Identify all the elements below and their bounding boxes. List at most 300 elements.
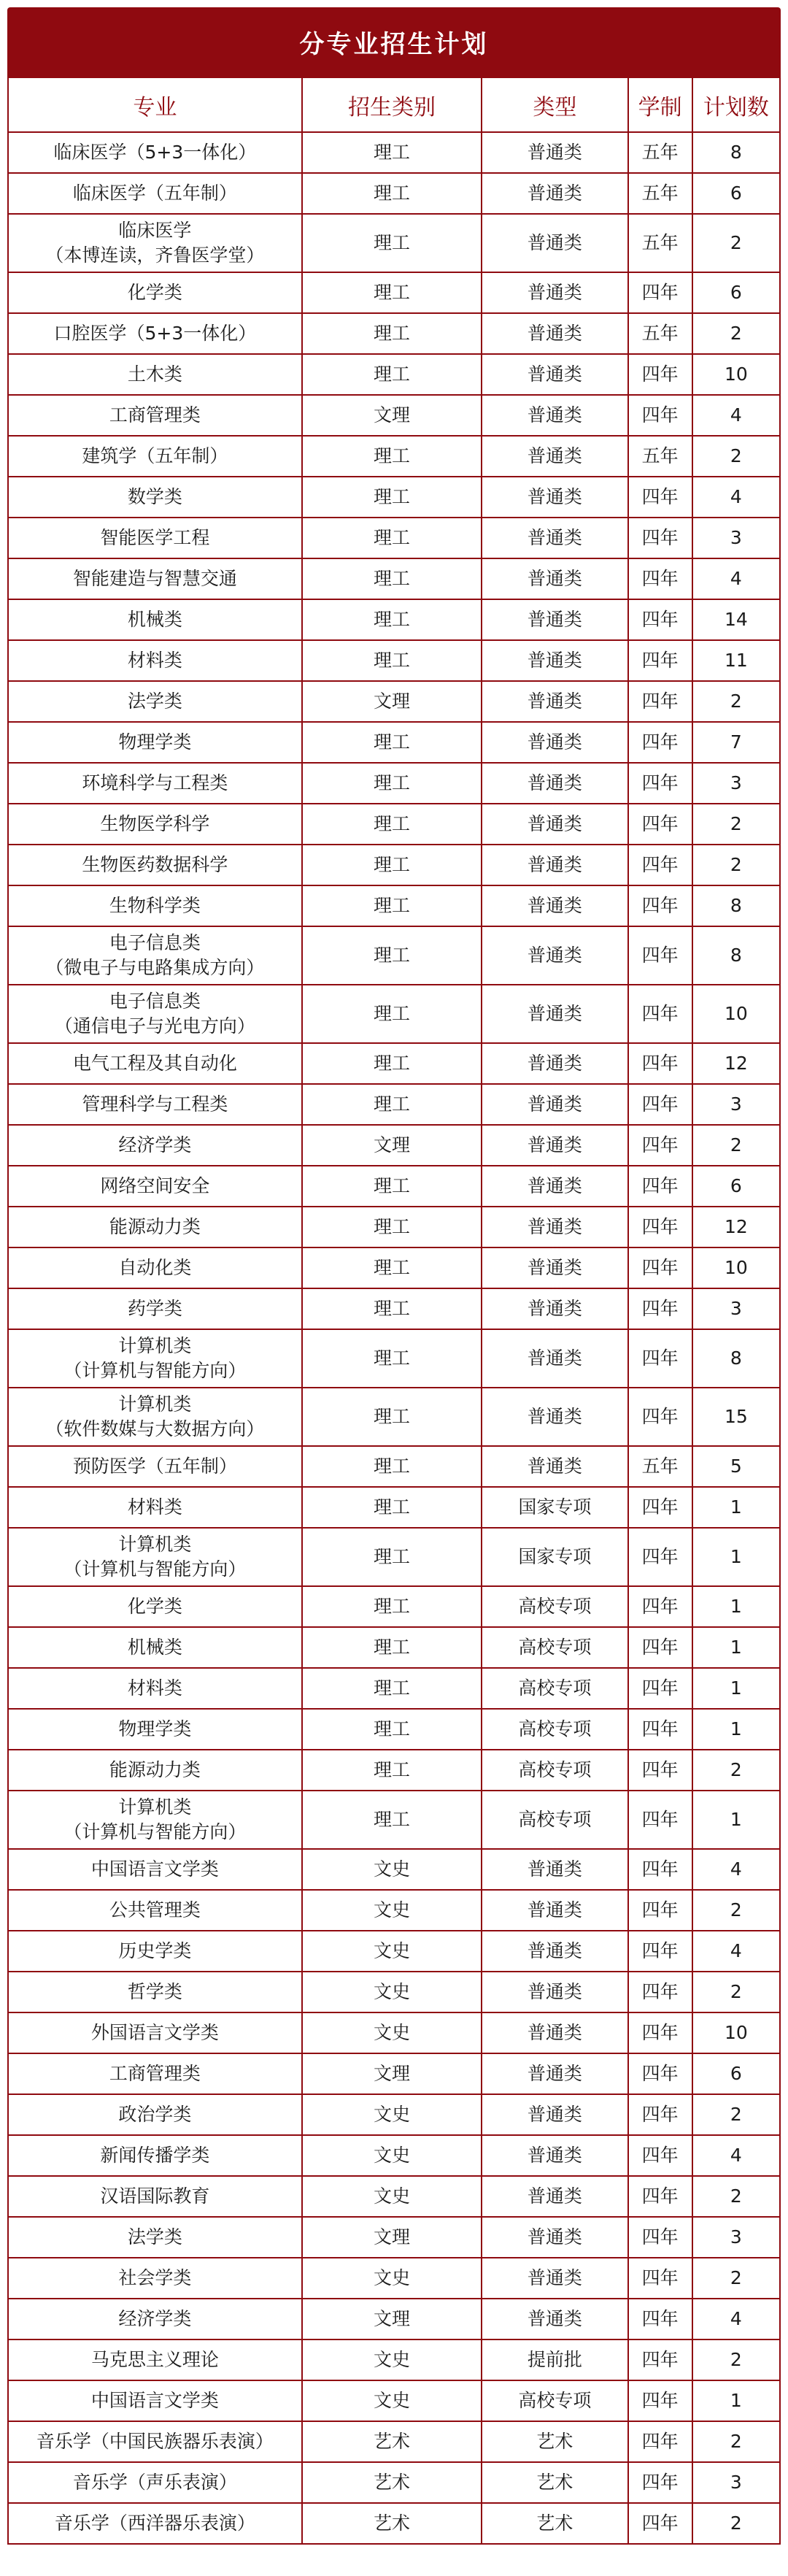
cell-duration: 四年 (628, 1791, 692, 1849)
cell-category: 理工 (302, 132, 482, 173)
cell-duration: 四年 (628, 845, 692, 885)
major-name-line: 预防医学（五年制） (72, 1456, 237, 1477)
major-name-line: 哲学类 (127, 1981, 182, 2002)
cell-major (8, 1586, 302, 1627)
cell-quota: 7 (692, 722, 780, 763)
cell-type: 高校专项 (482, 1750, 627, 1791)
cell-duration: 四年 (628, 1207, 692, 1247)
table-row (8, 518, 780, 558)
cell-major (8, 681, 302, 722)
major-name-line: 中国语言文学类 (90, 2390, 219, 2411)
cell-type: 普通类 (482, 985, 627, 1043)
cell-type: 普通类 (482, 1931, 627, 1972)
cell-category: 理工 (302, 214, 482, 272)
cell-major (8, 804, 302, 845)
cell-quota: 1 (692, 2380, 780, 2421)
cell-quota: 11 (692, 640, 780, 681)
cell-category: 理工 (302, 1329, 482, 1388)
cell-type: 普通类 (482, 763, 627, 804)
cell-quota: 4 (692, 477, 780, 518)
cell-duration: 四年 (628, 1849, 692, 1890)
cell-duration: 四年 (628, 599, 692, 640)
cell-duration: 四年 (628, 1750, 692, 1791)
cell-category: 理工 (302, 985, 482, 1043)
cell-category: 文理 (302, 681, 482, 722)
cell-major (8, 1207, 302, 1247)
major-name-line: 经济学类 (118, 2308, 192, 2329)
major-name-line: （计算机与智能方向） (63, 1558, 247, 1580)
cell-category: 文史 (302, 2135, 482, 2176)
cell-type: 国家专项 (482, 1487, 627, 1528)
cell-category: 文史 (302, 2380, 482, 2421)
cell-major (8, 1446, 302, 1487)
table-row (8, 272, 780, 313)
cell-duration: 四年 (628, 1288, 692, 1329)
major-name-line: 外国语言文学类 (90, 2022, 219, 2043)
major-name-line: 电子信息类 (109, 932, 201, 953)
cell-type: 普通类 (482, 2299, 627, 2339)
major-name-line: 自动化类 (118, 1257, 192, 1278)
table-row (8, 2299, 780, 2339)
table-row (8, 681, 780, 722)
major-name-line: 智能建造与智慧交通 (72, 568, 237, 589)
header-duration: 学制 (628, 77, 692, 132)
cell-duration: 五年 (628, 132, 692, 173)
cell-major (8, 1166, 302, 1207)
cell-type: 普通类 (482, 1329, 627, 1388)
table-row (8, 2421, 780, 2462)
cell-major (8, 436, 302, 477)
cell-duration: 四年 (628, 2421, 692, 2462)
table-row (8, 845, 780, 885)
cell-quota: 1 (692, 1586, 780, 1627)
cell-category: 理工 (302, 1709, 482, 1750)
cell-major (8, 2299, 302, 2339)
cell-category: 理工 (302, 1084, 482, 1125)
cell-duration: 四年 (628, 1586, 692, 1627)
cell-duration: 四年 (628, 395, 692, 436)
cell-type: 普通类 (482, 1849, 627, 1890)
cell-quota: 1 (692, 1709, 780, 1750)
cell-duration: 四年 (628, 985, 692, 1043)
cell-major (8, 2135, 302, 2176)
major-name-line: 工商管理类 (109, 404, 201, 426)
table-row (8, 763, 780, 804)
cell-duration: 四年 (628, 2339, 692, 2380)
table-row (8, 173, 780, 214)
cell-category: 理工 (302, 1627, 482, 1668)
cell-duration: 四年 (628, 2094, 692, 2135)
cell-major (8, 599, 302, 640)
cell-quota: 5 (692, 1446, 780, 1487)
cell-quota: 15 (692, 1388, 780, 1446)
major-name-line: 土木类 (127, 364, 182, 385)
cell-category: 理工 (302, 599, 482, 640)
cell-quota: 6 (692, 272, 780, 313)
cell-type: 普通类 (482, 885, 627, 926)
cell-duration: 四年 (628, 2135, 692, 2176)
table-row (8, 1207, 780, 1247)
major-name-line: （通信电子与光电方向） (54, 1015, 255, 1037)
cell-type: 普通类 (482, 1388, 627, 1446)
table-row (8, 1586, 780, 1627)
major-name-line: 音乐学（中国民族器乐表演） (36, 2431, 274, 2452)
cell-major (8, 395, 302, 436)
table-row (8, 1329, 780, 1388)
major-name-line: 马克思主义理论 (90, 2349, 219, 2370)
cell-duration: 五年 (628, 1446, 692, 1487)
cell-category: 理工 (302, 1586, 482, 1627)
cell-type: 国家专项 (482, 1528, 627, 1586)
cell-major (8, 1890, 302, 1931)
cell-category: 文理 (302, 2299, 482, 2339)
cell-major (8, 640, 302, 681)
table-header-row (8, 77, 780, 132)
cell-quota: 2 (692, 2094, 780, 2135)
cell-type: 普通类 (482, 477, 627, 518)
table-row (8, 132, 780, 173)
cell-type: 普通类 (482, 2217, 627, 2258)
cell-major (8, 132, 302, 173)
cell-type: 普通类 (482, 395, 627, 436)
cell-major (8, 477, 302, 518)
cell-duration: 四年 (628, 1972, 692, 2012)
cell-category: 文史 (302, 1972, 482, 2012)
cell-quota: 4 (692, 395, 780, 436)
cell-major (8, 1388, 302, 1446)
major-name-line: 音乐学（声乐表演） (72, 2472, 237, 2493)
cell-category: 理工 (302, 354, 482, 395)
cell-quota: 1 (692, 1627, 780, 1668)
cell-category: 理工 (302, 1446, 482, 1487)
cell-quota: 1 (692, 1668, 780, 1709)
cell-duration: 四年 (628, 885, 692, 926)
cell-category: 文史 (302, 1849, 482, 1890)
cell-category: 理工 (302, 1528, 482, 1586)
table-row (8, 1388, 780, 1446)
cell-duration: 四年 (628, 2380, 692, 2421)
cell-quota: 2 (692, 2503, 780, 2544)
cell-quota: 2 (692, 2421, 780, 2462)
major-name-line: 临床医学 (118, 220, 192, 241)
cell-quota: 2 (692, 214, 780, 272)
cell-quota: 2 (692, 436, 780, 477)
cell-type: 普通类 (482, 2012, 627, 2053)
table-row (8, 1668, 780, 1709)
cell-duration: 四年 (628, 722, 692, 763)
cell-duration: 五年 (628, 214, 692, 272)
major-name-line: 法学类 (127, 2226, 182, 2248)
cell-category: 文史 (302, 2012, 482, 2053)
cell-major (8, 985, 302, 1043)
cell-type: 普通类 (482, 518, 627, 558)
major-name-line: 能源动力类 (109, 1759, 201, 1780)
major-name-line: 电气工程及其自动化 (72, 1053, 237, 1074)
major-name-line: 材料类 (127, 1496, 182, 1518)
cell-duration: 四年 (628, 1247, 692, 1288)
cell-major (8, 926, 302, 985)
major-name-line: 物理学类 (118, 1718, 192, 1739)
cell-category: 理工 (302, 1166, 482, 1207)
cell-category: 理工 (302, 518, 482, 558)
cell-type: 艺术 (482, 2421, 627, 2462)
cell-major (8, 722, 302, 763)
cell-major (8, 1849, 302, 1890)
cell-type: 普通类 (482, 804, 627, 845)
cell-category: 文理 (302, 2217, 482, 2258)
cell-quota: 8 (692, 1329, 780, 1388)
cell-major (8, 354, 302, 395)
major-name-line: 法学类 (127, 691, 182, 712)
cell-quota: 12 (692, 1043, 780, 1084)
cell-type: 普通类 (482, 2135, 627, 2176)
cell-category: 理工 (302, 1668, 482, 1709)
major-name-line: 计算机类 (118, 1335, 192, 1356)
cell-duration: 四年 (628, 1709, 692, 1750)
table-row (8, 599, 780, 640)
cell-category: 艺术 (302, 2421, 482, 2462)
cell-category: 理工 (302, 1043, 482, 1084)
cell-type: 普通类 (482, 1247, 627, 1288)
cell-category: 文史 (302, 2176, 482, 2217)
cell-type: 高校专项 (482, 2380, 627, 2421)
cell-category: 理工 (302, 1750, 482, 1791)
major-name-line: 智能医学工程 (100, 527, 210, 548)
cell-major (8, 1487, 302, 1528)
cell-major (8, 214, 302, 272)
major-name-line: 政治学类 (118, 2104, 192, 2125)
cell-quota: 2 (692, 2258, 780, 2299)
table-row (8, 926, 780, 985)
cell-type: 普通类 (482, 132, 627, 173)
major-name-line: 环境科学与工程类 (82, 772, 228, 793)
cell-category: 文理 (302, 2053, 482, 2094)
header-type: 类型 (482, 77, 627, 132)
cell-duration: 四年 (628, 763, 692, 804)
cell-category: 理工 (302, 1388, 482, 1446)
table-row (8, 2176, 780, 2217)
cell-major (8, 2462, 302, 2503)
cell-duration: 四年 (628, 1388, 692, 1446)
cell-major (8, 1709, 302, 1750)
cell-quota: 6 (692, 2053, 780, 2094)
cell-quota: 4 (692, 2135, 780, 2176)
cell-type: 普通类 (482, 214, 627, 272)
cell-type: 普通类 (482, 313, 627, 354)
cell-major (8, 2421, 302, 2462)
cell-category: 文史 (302, 1931, 482, 1972)
cell-quota: 1 (692, 1528, 780, 1586)
cell-major (8, 2176, 302, 2217)
cell-quota: 2 (692, 804, 780, 845)
cell-major (8, 1972, 302, 2012)
cell-quota: 2 (692, 2176, 780, 2217)
major-name-line: 社会学类 (118, 2267, 192, 2288)
cell-quota: 2 (692, 1972, 780, 2012)
cell-duration: 四年 (628, 1329, 692, 1388)
cell-duration: 四年 (628, 354, 692, 395)
cell-major (8, 1288, 302, 1329)
cell-quota: 8 (692, 885, 780, 926)
cell-major (8, 2094, 302, 2135)
cell-duration: 四年 (628, 681, 692, 722)
major-name-line: 机械类 (127, 609, 182, 630)
cell-type: 普通类 (482, 1890, 627, 1931)
major-name-line: 机械类 (127, 1637, 182, 1658)
page-title: 分专业招生计划 (7, 7, 781, 77)
major-name-line: 公共管理类 (109, 1899, 201, 1921)
major-name-line: 经济学类 (118, 1134, 192, 1156)
cell-quota: 8 (692, 132, 780, 173)
cell-type: 高校专项 (482, 1668, 627, 1709)
header-quota: 计划数 (692, 77, 780, 132)
cell-type: 普通类 (482, 173, 627, 214)
cell-major (8, 1043, 302, 1084)
table-row (8, 1890, 780, 1931)
table-row (8, 640, 780, 681)
cell-quota: 2 (692, 681, 780, 722)
cell-quota: 2 (692, 1125, 780, 1166)
major-name-line: 工商管理类 (109, 2063, 201, 2084)
table-row (8, 1627, 780, 1668)
cell-category: 艺术 (302, 2462, 482, 2503)
cell-type: 普通类 (482, 1288, 627, 1329)
table-row (8, 1043, 780, 1084)
cell-quota: 4 (692, 1849, 780, 1890)
table-row (8, 1931, 780, 1972)
cell-category: 文史 (302, 1890, 482, 1931)
cell-category: 理工 (302, 477, 482, 518)
cell-duration: 四年 (628, 2299, 692, 2339)
cell-major (8, 1247, 302, 1288)
major-name-line: 临床医学（五年制） (72, 182, 237, 204)
cell-duration: 五年 (628, 436, 692, 477)
table-row (8, 1849, 780, 1890)
cell-quota: 4 (692, 1931, 780, 1972)
cell-major (8, 1931, 302, 1972)
cell-major (8, 518, 302, 558)
cell-quota: 2 (692, 1750, 780, 1791)
cell-category: 理工 (302, 804, 482, 845)
table-body (8, 132, 780, 2544)
cell-major (8, 313, 302, 354)
cell-type: 普通类 (482, 845, 627, 885)
plan-document (7, 7, 781, 2545)
cell-category: 理工 (302, 173, 482, 214)
cell-quota: 2 (692, 845, 780, 885)
major-name-line: （软件数媒与大数据方向） (45, 1418, 265, 1439)
cell-quota: 3 (692, 2217, 780, 2258)
cell-quota: 6 (692, 1166, 780, 1207)
major-name-line: 汉语国际教育 (100, 2185, 210, 2207)
cell-major (8, 885, 302, 926)
cell-quota: 8 (692, 926, 780, 985)
cell-major (8, 845, 302, 885)
major-name-line: 管理科学与工程类 (82, 1093, 228, 1115)
cell-duration: 四年 (628, 1627, 692, 1668)
cell-duration: 四年 (628, 1166, 692, 1207)
major-name-line: 物理学类 (118, 731, 192, 753)
major-name-line: 能源动力类 (109, 1216, 201, 1237)
cell-major (8, 2217, 302, 2258)
cell-duration: 四年 (628, 518, 692, 558)
cell-quota: 14 (692, 599, 780, 640)
cell-type: 普通类 (482, 1084, 627, 1125)
cell-type: 高校专项 (482, 1627, 627, 1668)
cell-quota: 10 (692, 1247, 780, 1288)
major-name-line: 化学类 (127, 282, 182, 303)
cell-duration: 四年 (628, 926, 692, 985)
cell-duration: 四年 (628, 1668, 692, 1709)
major-name-line: 计算机类 (118, 1796, 192, 1818)
cell-major (8, 173, 302, 214)
cell-type: 普通类 (482, 1043, 627, 1084)
table-row (8, 2462, 780, 2503)
major-name-line: 音乐学（西洋器乐表演） (54, 2512, 255, 2534)
table-row (8, 1487, 780, 1528)
cell-quota: 12 (692, 1207, 780, 1247)
cell-quota: 1 (692, 1791, 780, 1849)
cell-type: 普通类 (482, 2094, 627, 2135)
table-row (8, 1972, 780, 2012)
cell-category: 理工 (302, 272, 482, 313)
cell-major (8, 1329, 302, 1388)
table-row (8, 2012, 780, 2053)
cell-quota: 10 (692, 354, 780, 395)
cell-quota: 1 (692, 1487, 780, 1528)
cell-quota: 2 (692, 1890, 780, 1931)
cell-category: 理工 (302, 763, 482, 804)
cell-major (8, 2053, 302, 2094)
cell-type: 高校专项 (482, 1709, 627, 1750)
cell-type: 普通类 (482, 1125, 627, 1166)
table-row (8, 313, 780, 354)
cell-type: 普通类 (482, 2053, 627, 2094)
major-name-line: 历史学类 (118, 1940, 192, 1961)
cell-duration: 四年 (628, 2258, 692, 2299)
cell-quota: 4 (692, 558, 780, 599)
cell-duration: 四年 (628, 2503, 692, 2544)
cell-duration: 四年 (628, 1931, 692, 1972)
major-name-line: 建筑学（五年制） (82, 445, 228, 466)
cell-type: 普通类 (482, 1446, 627, 1487)
cell-quota: 2 (692, 313, 780, 354)
cell-category: 理工 (302, 885, 482, 926)
cell-quota: 4 (692, 2299, 780, 2339)
table-row (8, 1084, 780, 1125)
cell-duration: 四年 (628, 640, 692, 681)
cell-category: 理工 (302, 558, 482, 599)
table-row (8, 354, 780, 395)
cell-category: 理工 (302, 1791, 482, 1849)
cell-duration: 四年 (628, 558, 692, 599)
cell-duration: 四年 (628, 272, 692, 313)
table-row (8, 985, 780, 1043)
cell-type: 普通类 (482, 2176, 627, 2217)
cell-major (8, 2339, 302, 2380)
table-row (8, 2217, 780, 2258)
cell-type: 普通类 (482, 640, 627, 681)
cell-duration: 四年 (628, 804, 692, 845)
table-row (8, 1247, 780, 1288)
cell-type: 普通类 (482, 436, 627, 477)
cell-quota: 6 (692, 173, 780, 214)
cell-type: 普通类 (482, 558, 627, 599)
major-name-line: 材料类 (127, 650, 182, 671)
table-row (8, 2135, 780, 2176)
major-name-line: （本博连读，齐鲁医学堂） (45, 245, 265, 266)
cell-type: 普通类 (482, 272, 627, 313)
